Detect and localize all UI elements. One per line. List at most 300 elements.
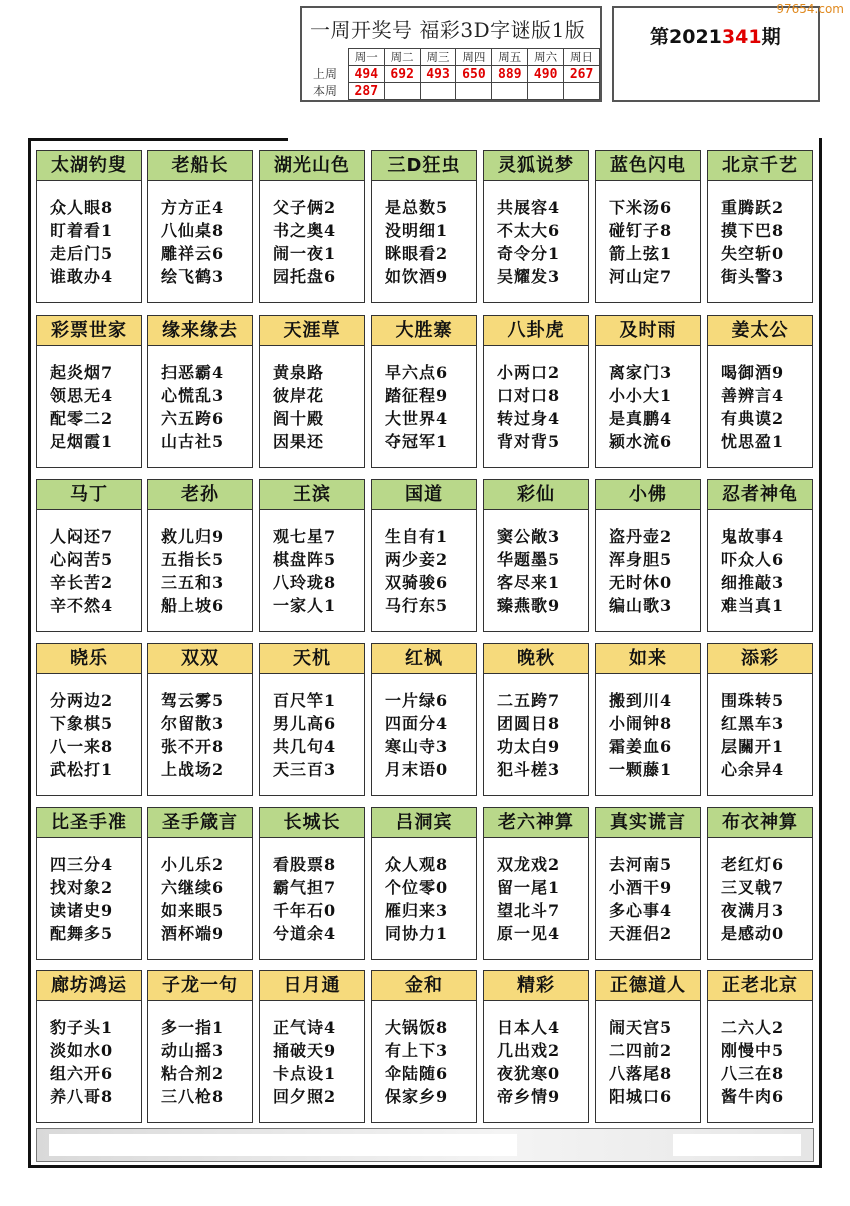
riddle-card-body [708,838,812,945]
riddle-card-body [148,346,252,453]
riddle-line: 动山摇3 [161,1041,225,1060]
riddle-card-title: 三D狂虫 [372,151,476,181]
riddle-card-body [260,1001,364,1108]
last-week-row [312,66,600,83]
result-number [456,83,492,100]
riddle-card [707,479,813,632]
riddle-card-body [596,674,700,781]
riddle-card-body [484,674,588,781]
riddle-line: 一颗藤1 [609,760,673,779]
riddle-card-title: 廊坊鸿运 [37,971,141,1001]
riddle-card-body [260,838,364,945]
result-number: 494 [348,66,384,83]
riddle-line: 失空斩0 [721,244,785,263]
riddle-line: 领思无4 [50,386,114,405]
riddle-card-title: 太湖钓叟 [37,151,141,181]
riddle-card-title: 缘来缘去 [148,316,252,346]
riddle-line: 八落尾8 [609,1064,673,1083]
riddle-line: 淡如水0 [50,1041,114,1060]
riddle-card-title: 正老北京 [708,971,812,1001]
riddle-card-body [37,1001,141,1108]
riddle-line: 共几句4 [273,737,337,756]
riddle-card [595,315,701,468]
riddle-line: 五指长5 [161,550,225,569]
riddle-card [371,315,477,468]
riddle-card-body [708,1001,812,1108]
riddle-card-title: 子龙一句 [148,971,252,1001]
riddle-line: 小闹钟8 [609,714,673,733]
riddle-line: 踏征程9 [385,386,449,405]
riddle-card-body [708,181,812,288]
riddle-line: 细推敲3 [721,573,785,592]
riddle-line: 天涯侣2 [609,924,673,943]
riddle-card-title: 忍者神龟 [708,480,812,510]
riddle-card-title: 湖光山色 [260,151,364,181]
riddle-line: 心闷苦5 [50,550,114,569]
riddle-line: 口对口8 [497,386,561,405]
riddle-line: 人闷还7 [50,527,114,546]
riddle-line: 箭上弦1 [609,244,673,263]
riddle-card [36,479,142,632]
riddle-line: 重腾跃2 [721,198,785,217]
riddle-card-body [484,346,588,453]
result-number [564,83,600,100]
riddle-card-title: 晚秋 [484,644,588,674]
riddle-line: 驾云雾5 [161,691,225,710]
riddle-card [36,643,142,796]
riddle-card-title: 日月通 [260,971,364,1001]
riddle-line: 共展容4 [497,198,561,217]
riddle-card-title: 老船长 [148,151,252,181]
riddle-line: 男儿高6 [273,714,337,733]
result-number [420,83,456,100]
riddle-card-body [148,674,252,781]
riddle-line: 闹一夜1 [273,244,337,263]
riddle-line: 八一来8 [50,737,114,756]
riddle-line: 浑身胆5 [609,550,673,569]
riddle-card-body [148,838,252,945]
weekly-results-panel [300,6,602,102]
issue-suffix: 期 [761,26,781,48]
riddle-line: 几出戏2 [497,1041,561,1060]
riddle-line: 谁敢办4 [50,267,114,286]
riddle-line: 如来眼5 [161,901,225,920]
riddle-line: 是真鹏4 [609,409,673,428]
riddle-card-body [372,510,476,617]
riddle-line: 多心事4 [609,901,673,920]
riddle-line: 下象棋5 [50,714,114,733]
site-watermark: 97654.com [776,2,844,16]
riddle-line: 雁归来3 [385,901,449,920]
riddle-line: 是感动0 [721,924,785,943]
riddle-line: 寒山寺3 [385,737,449,756]
riddle-card-title: 灵狐说梦 [484,151,588,181]
riddle-card-body [596,346,700,453]
riddle-card [36,315,142,468]
riddle-line: 众人眼8 [50,198,114,217]
footer-bar-slot [49,1134,517,1156]
riddle-card-body [372,346,476,453]
riddle-card-title: 比圣手准 [37,808,141,838]
riddle-line: 阎十殿 [273,409,325,428]
riddle-card-title: 及时雨 [596,316,700,346]
riddle-line: 善辨言4 [721,386,785,405]
riddle-card-body [37,510,141,617]
riddle-card-body [260,674,364,781]
riddle-line: 层關开1 [721,737,785,756]
day-label: 周日 [564,49,600,66]
riddle-line: 辛不然4 [50,596,114,615]
riddle-card [147,150,253,303]
riddle-line: 夜满月3 [721,901,785,920]
riddle-line: 分两边2 [50,691,114,710]
riddle-card-body [37,674,141,781]
riddle-line: 保家乡9 [385,1087,449,1106]
riddle-line: 六继续6 [161,878,225,897]
riddle-line: 正气诗4 [273,1018,337,1037]
riddle-line: 千年石0 [273,901,337,920]
riddle-line: 船上坡6 [161,596,225,615]
riddle-line: 夺冠军1 [385,432,449,451]
riddle-line: 如饮酒9 [385,267,449,286]
riddle-card [371,150,477,303]
riddle-line: 配零二2 [50,409,114,428]
footer-bar-slot-right [673,1134,801,1156]
riddle-line: 方方正4 [161,198,225,217]
riddle-card [371,970,477,1123]
riddle-line: 霜姜血6 [609,737,673,756]
riddle-card-body [484,838,588,945]
riddle-line: 颍水流6 [609,432,673,451]
riddle-line: 离家门3 [609,363,673,382]
riddle-card [147,970,253,1123]
riddle-line: 双骑骏6 [385,573,449,592]
riddle-card [595,150,701,303]
day-label: 周二 [384,49,420,66]
riddle-card-title: 晓乐 [37,644,141,674]
riddle-card-body [372,674,476,781]
issue-number [650,22,781,49]
riddle-line: 月末语0 [385,760,449,779]
riddle-line: 上战场2 [161,760,225,779]
riddle-line: 华题墨5 [497,550,561,569]
riddle-card-title: 老孙 [148,480,252,510]
riddle-line: 原一见4 [497,924,561,943]
riddle-card [483,150,589,303]
riddle-card [595,643,701,796]
riddle-line: 没明细1 [385,221,449,240]
riddle-line: 足烟霞1 [50,432,114,451]
riddle-line: 粘合剂2 [161,1064,225,1083]
riddle-line: 河山定7 [609,267,673,286]
riddle-line: 八三在8 [721,1064,785,1083]
riddle-line: 百尺竿1 [273,691,337,710]
riddle-line: 三叉戟7 [721,878,785,897]
result-number: 267 [564,66,600,83]
riddle-card [595,479,701,632]
riddle-card [371,643,477,796]
riddle-line: 大锅饭8 [385,1018,449,1037]
result-number: 650 [456,66,492,83]
riddle-line: 同协力1 [385,924,449,943]
riddle-card-title: 彩仙 [484,480,588,510]
riddle-line: 三五和3 [161,573,225,592]
riddle-line: 有典谟2 [721,409,785,428]
riddle-card-title: 彩票世家 [37,316,141,346]
riddle-line: 日本人4 [497,1018,561,1037]
riddle-line: 雕祥云6 [161,244,225,263]
riddle-line: 客尽来1 [497,573,561,592]
riddle-line: 看股票8 [273,855,337,874]
riddle-card-body [372,838,476,945]
riddle-line: 走后门5 [50,244,114,263]
day-label: 周一 [348,49,384,66]
riddle-line: 组六开6 [50,1064,114,1083]
riddle-card-title: 姜太公 [708,316,812,346]
riddle-line: 吴耀发3 [497,267,561,286]
riddle-line: 马行东5 [385,596,449,615]
riddle-line: 喝御酒9 [721,363,785,382]
riddle-card [371,479,477,632]
riddle-line: 卡点设1 [273,1064,337,1083]
riddle-line: 个位零0 [385,878,449,897]
day-label: 周三 [420,49,456,66]
riddle-line: 伞陆随6 [385,1064,449,1083]
riddle-card-body [596,510,700,617]
riddle-line: 黄泉路 [273,363,325,382]
riddle-line: 读诸史9 [50,901,114,920]
day-label: 周五 [492,49,528,66]
riddle-line: 养八哥8 [50,1087,114,1106]
riddle-line: 奇令分1 [497,244,561,263]
riddle-line: 多一指1 [161,1018,225,1037]
riddle-card [259,479,365,632]
riddle-line: 闹天宫5 [609,1018,673,1037]
riddle-line: 不太大6 [497,221,561,240]
riddle-card-body [596,181,700,288]
weekly-results-table [312,48,600,100]
riddle-card [259,315,365,468]
footer-bar [36,1128,814,1162]
riddle-card-body [260,181,364,288]
riddle-line: 八玲珑8 [273,573,337,592]
riddle-line: 园托盘6 [273,267,337,286]
riddle-line: 霸气担7 [273,878,337,897]
riddle-line: 父子俩2 [273,198,337,217]
day-label: 周六 [528,49,564,66]
riddle-card-body [148,181,252,288]
riddle-line: 功太白9 [497,737,561,756]
riddle-line: 忧思盈1 [721,432,785,451]
riddle-line: 三八枪8 [161,1087,225,1106]
riddle-card-title: 吕洞宾 [372,808,476,838]
riddle-card-title: 圣手箴言 [148,808,252,838]
riddle-line: 搬到川4 [609,691,673,710]
riddle-card-body [148,510,252,617]
riddle-line: 鬼故事4 [721,527,785,546]
riddle-line: 找对象2 [50,878,114,897]
riddle-line: 酒杯端9 [161,924,225,943]
riddle-line: 背对背5 [497,432,561,451]
riddle-line: 众人观8 [385,855,449,874]
result-number: 889 [492,66,528,83]
riddle-line: 阳城口6 [609,1087,673,1106]
riddle-card-body [596,1001,700,1108]
result-number: 493 [420,66,456,83]
riddle-line: 小酒干9 [609,878,673,897]
riddle-card-body [372,181,476,288]
riddle-line: 武松打1 [50,760,114,779]
riddle-line: 编山歌3 [609,596,673,615]
riddle-card-body [708,510,812,617]
riddle-card-title: 红枫 [372,644,476,674]
riddle-line: 二四前2 [609,1041,673,1060]
riddle-card [483,643,589,796]
riddle-line: 张不开8 [161,737,225,756]
riddle-line: 团圆日8 [497,714,561,733]
riddle-card-body [708,674,812,781]
riddle-line: 彼岸花 [273,386,325,405]
riddle-card-title: 金和 [372,971,476,1001]
riddle-card [259,643,365,796]
riddle-card [707,150,813,303]
riddle-card-title: 如来 [596,644,700,674]
riddle-line: 刚慢中5 [721,1041,785,1060]
riddle-card [36,807,142,960]
riddle-card-title: 天涯草 [260,316,364,346]
riddle-line: 摸下巴8 [721,221,785,240]
riddle-line: 绘飞鹤3 [161,267,225,286]
riddle-line: 捅破天9 [273,1041,337,1060]
riddle-line: 尔留散3 [161,714,225,733]
riddle-card-title: 布衣神算 [708,808,812,838]
riddle-card [147,479,253,632]
riddle-card-title: 正德道人 [596,971,700,1001]
riddle-line: 两少妾2 [385,550,449,569]
riddle-card [259,150,365,303]
this-week-row [312,83,600,100]
result-number: 287 [348,83,384,100]
result-number [528,83,564,100]
riddle-line: 辛长苦2 [50,573,114,592]
riddle-line: 心余异4 [721,760,785,779]
riddle-line: 因果还 [273,432,325,451]
page-title: 一周开奖号 福彩3D字谜版1版 [310,18,586,42]
riddle-line: 四面分4 [385,714,449,733]
riddle-line: 书之奥4 [273,221,337,240]
riddle-line: 早六点6 [385,363,449,382]
riddle-line: 小儿乐2 [161,855,225,874]
riddle-card [483,970,589,1123]
riddle-line: 留一尾1 [497,878,561,897]
riddle-line: 红黑车3 [721,714,785,733]
riddle-line: 起炎烟7 [50,363,114,382]
riddle-line: 窦公敞3 [497,527,561,546]
riddle-card [259,807,365,960]
riddle-card-title: 大胜寨 [372,316,476,346]
riddle-line: 观七星7 [273,527,337,546]
this-week-label: 本周 [313,83,338,98]
riddle-line: 是总数5 [385,198,449,217]
riddle-card-body [708,346,812,453]
riddle-card-title: 北京千艺 [708,151,812,181]
riddle-line: 老红灯6 [721,855,785,874]
riddle-line: 下米汤6 [609,198,673,217]
riddle-card-title: 老六神算 [484,808,588,838]
riddle-card [707,970,813,1123]
riddle-line: 盗丹壶2 [609,527,673,546]
riddle-card-body [484,510,588,617]
riddle-card-title: 国道 [372,480,476,510]
riddle-card-body [484,181,588,288]
riddle-card [595,970,701,1123]
riddle-line: 配舞多5 [50,924,114,943]
riddle-line: 吓众人6 [721,550,785,569]
riddle-card [147,315,253,468]
issue-panel [612,6,820,102]
days-row [312,49,600,66]
result-number [492,83,528,100]
riddle-card-body [37,838,141,945]
result-number [384,83,420,100]
riddle-card-body [372,1001,476,1108]
riddle-card-body [260,346,364,453]
riddle-card [707,643,813,796]
riddle-line: 八仙桌8 [161,221,225,240]
riddle-card-body [37,346,141,453]
riddle-line: 山古社5 [161,432,225,451]
riddle-line: 心慌乱3 [161,386,225,405]
riddle-line: 围珠转5 [721,691,785,710]
riddle-line: 生自有1 [385,527,449,546]
riddle-line: 小两口2 [497,363,561,382]
riddle-line: 一家人1 [273,596,337,615]
riddle-card-title: 精彩 [484,971,588,1001]
riddle-card-title: 马丁 [37,480,141,510]
riddle-card-title: 双双 [148,644,252,674]
result-number: 692 [384,66,420,83]
riddle-card-body [596,838,700,945]
riddle-card-body [260,510,364,617]
riddle-card-title: 王滨 [260,480,364,510]
riddle-card-title: 八卦虎 [484,316,588,346]
riddle-card [707,315,813,468]
riddle-line: 四三分4 [50,855,114,874]
riddle-card [483,807,589,960]
riddle-line: 小小大1 [609,386,673,405]
riddle-line: 难当真1 [721,596,785,615]
riddle-line: 望北斗7 [497,901,561,920]
riddle-line: 帝乡情9 [497,1087,561,1106]
riddle-line: 有上下3 [385,1041,449,1060]
result-number: 490 [528,66,564,83]
riddle-line: 夜犹寒0 [497,1064,561,1083]
riddle-card [483,479,589,632]
riddle-card [371,807,477,960]
frame-top-rule [28,138,288,141]
riddle-card-title: 小佛 [596,480,700,510]
riddle-card [707,807,813,960]
riddle-line: 扫恶霸4 [161,363,225,382]
riddle-card-body [484,1001,588,1108]
riddle-card-body [37,181,141,288]
day-label: 周四 [456,49,492,66]
riddle-line: 盯着看1 [50,221,114,240]
riddle-card [147,807,253,960]
riddle-card-body [148,1001,252,1108]
riddle-line: 天三百3 [273,760,337,779]
riddle-line: 转过身4 [497,409,561,428]
